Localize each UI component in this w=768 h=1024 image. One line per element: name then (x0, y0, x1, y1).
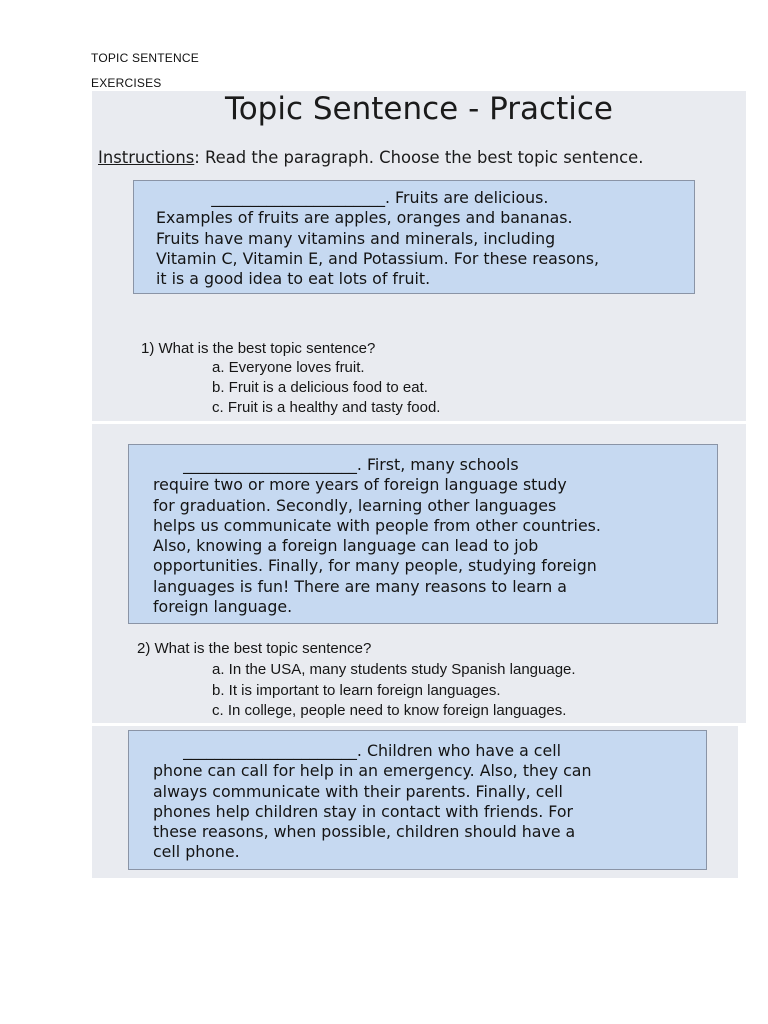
instructions-text: : Read the paragraph. Choose the best topic sentence. (194, 148, 644, 167)
paragraph-box-cell-phone: ______________________. Children who have a cell phone can call for help in an emergency. Also, they can always communicate with their parents. Finally, cell phones help children stay in contact with friends. For these reasons, when possible, children should have a cell phone. (128, 730, 707, 870)
instructions (98, 148, 643, 167)
option-1a: a. Everyone loves fruit. (212, 359, 365, 376)
paragraph-box-foreign-language: ______________________. First, many schools require two or more years of foreign language study for graduation. Secondly, learning other languages helps us communicate with people from other countries. Also, knowing a foreign language can lead to job opportunities. Finally, for many people, studying foreign languages is fun! There are many reasons to learn a foreign language. (128, 444, 718, 624)
slide-title: Topic Sentence - Practice (225, 91, 613, 127)
option-1b: b. Fruit is a delicious food to eat. (212, 379, 428, 396)
question-1: 1) What is the best topic sentence? (141, 340, 376, 357)
question-2: 2) What is the best topic sentence? (137, 640, 372, 657)
doc-header-topic-sentence: TOPIC SENTENCE (91, 51, 199, 65)
doc-header-exercises: EXERCISES (91, 76, 162, 90)
slide-cell-phone (92, 726, 738, 878)
option-2c: c. In college, people need to know foreign languages. (212, 702, 567, 719)
instructions-label: Instructions (98, 148, 195, 167)
slide-fruit (92, 91, 746, 421)
slide-foreign-language (92, 424, 746, 723)
paragraph-box-fruit: ______________________. Fruits are delicious. Examples of fruits are apples, oranges and bananas. Fruits have many vitamins and minerals, including Vitamin C, Vitamin E, and Potassium. For these reasons, it is a good idea to eat lots of fruit. (133, 180, 695, 294)
option-1c: c. Fruit is a healthy and tasty food. (212, 399, 441, 416)
option-2a: a. In the USA, many students study Spanish language. (212, 661, 576, 678)
option-2b: b. It is important to learn foreign languages. (212, 682, 501, 699)
